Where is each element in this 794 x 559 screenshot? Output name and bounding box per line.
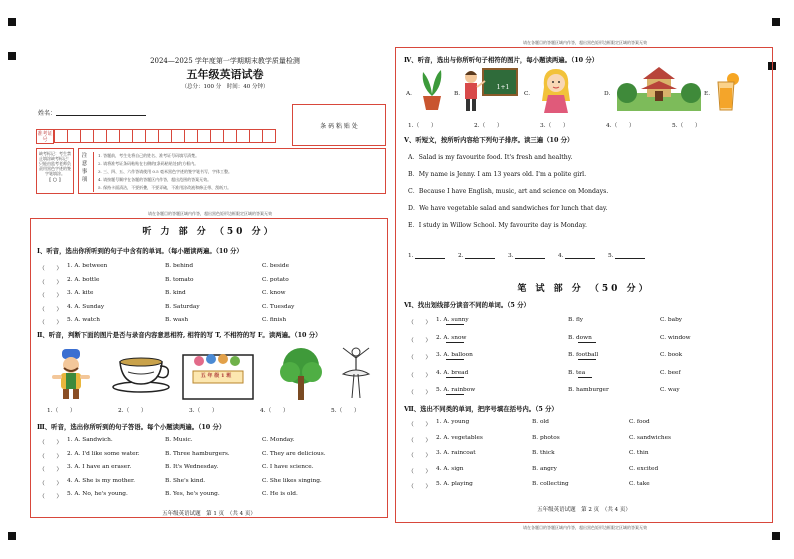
answer-paren[interactable]: （ ） [408, 468, 432, 475]
option-a: 4. A. Sunday [67, 303, 105, 310]
exam-number-cell[interactable] [120, 130, 133, 143]
orange-juice-icon [714, 72, 740, 112]
q5-answer-number: 2. [458, 253, 464, 259]
q2-answer-blank[interactable]: 2.（ ） [118, 408, 147, 414]
q6-row [408, 387, 758, 405]
underline-mark [578, 359, 596, 360]
page1-footer: 五年级英语试题 第 1 页 （共 4 页） [162, 511, 256, 517]
option-b: B. Saturday [165, 303, 200, 310]
answer-paren[interactable]: （ ） [39, 440, 63, 446]
teacup-icon [110, 354, 172, 394]
exam-number-cell[interactable] [159, 130, 172, 143]
exam-number-cell[interactable] [250, 130, 263, 143]
q5-answer-number: 3. [508, 253, 514, 259]
q4-label-d: D. [604, 91, 611, 97]
listening-section-header: 听 力 部 分 （50 分） [142, 227, 276, 237]
option-a: 4. A. sign [436, 465, 464, 472]
barcode-area [292, 104, 386, 146]
absence-note-text: 缺考标记：考生禁止填涂缺考标记！只能由监考老师负责用黑色字迹的签字笔填涂。 [39, 151, 71, 176]
q1-options [39, 263, 379, 331]
exam-number-cell[interactable] [107, 130, 120, 143]
option-a: 4. A. She is my mother. [67, 477, 135, 484]
q3-row [39, 491, 379, 505]
boundary-note-right-top: 请在各题目的答题区域内作答，超出黑色矩形边框限定区域的答案无效 [523, 40, 647, 45]
answer-paren[interactable]: （ ） [408, 320, 432, 326]
q7-row [408, 435, 758, 451]
option-c: C. window [660, 334, 691, 341]
answer-area-page2 [395, 47, 773, 523]
q2-picture-4 [271, 346, 331, 402]
q7-row [408, 466, 758, 482]
q4-label-b: B. [454, 91, 461, 97]
q1-title: Ⅰ、听音，选出你所听到的句子中含有的单词。（每小题读两遍。（10 分） [37, 247, 243, 255]
q5-answer-line[interactable] [615, 253, 645, 259]
option-c: C. thin [629, 450, 649, 456]
q4-answer-blank[interactable]: 2.（ ） [474, 123, 503, 129]
q1-row [39, 263, 379, 277]
q3-options [39, 437, 379, 505]
boundary-note-right-bottom: 请在各题目的答题区域内作答，超出黑色矩形边框限定区域的答案无效 [523, 525, 647, 530]
exam-number-label [36, 129, 54, 144]
exam-year-line: 2024—2025 学年度第一学期期末教学质量检测 [150, 57, 300, 65]
q4-picture-e [712, 70, 742, 114]
q7-row [408, 450, 758, 466]
exam-number-cell[interactable] [198, 130, 211, 143]
underline-mark [446, 342, 464, 343]
option-a: 2. A. I'd like some water. [67, 450, 140, 457]
exam-number-cell[interactable] [211, 130, 224, 143]
option-c: C. Tuesday [262, 303, 295, 310]
q4-picture-c [536, 64, 576, 116]
name-field[interactable] [56, 115, 146, 116]
absence-mark[interactable]: [ ○ ] [49, 177, 61, 183]
underline-mark [446, 394, 464, 395]
barcode-label: 条 码 粘 贴 处 [320, 122, 358, 130]
q2-picture-3 [179, 346, 257, 402]
option-c: C. beside [262, 263, 290, 269]
board-text: 1+1 [496, 84, 510, 91]
option-b: B. behind [165, 263, 194, 269]
q1-row [39, 317, 379, 331]
q5-answer-slot [558, 252, 608, 259]
q7-row [408, 481, 758, 497]
option-c: C. way [660, 387, 680, 393]
q1-row [39, 277, 379, 291]
option-c: C. excited [629, 465, 659, 472]
q5-answers [408, 252, 758, 259]
option-a: 1. A. sunny [436, 317, 469, 323]
q5-sentences [408, 152, 758, 237]
exam-number-cell[interactable] [81, 130, 94, 143]
option-b: B. old [532, 419, 550, 425]
registration-mark-top-right [772, 18, 780, 26]
q2-title: Ⅱ、听音，判断下面的图片是否与录音内容意思相符, 相符的写 T, 不相符的写 F。读两遍。（10 分） [37, 331, 322, 339]
answer-paren[interactable]: （ ） [39, 467, 63, 473]
q4-picture-b [460, 64, 520, 114]
answer-paren[interactable]: （ ） [408, 390, 432, 396]
q2-answers [47, 405, 377, 414]
q4-answer-blank[interactable]: 4.（ ） [606, 123, 635, 129]
q6-row [408, 370, 758, 388]
notice-label: 注意事项 [81, 153, 88, 183]
q5-answer-slot [458, 252, 508, 259]
option-c: C. Monday. [262, 437, 295, 443]
ballerina-icon [337, 344, 375, 402]
q3-row [39, 478, 379, 492]
q3-row [39, 437, 379, 451]
option-c: C. I have science. [262, 464, 314, 470]
exam-number-cell[interactable] [237, 130, 250, 143]
answer-paren[interactable]: （ ） [408, 484, 432, 490]
q6-row [408, 352, 758, 370]
option-b: B. fly [568, 317, 584, 323]
q5-answer-line[interactable] [565, 253, 595, 259]
potted-plant-icon [417, 66, 447, 112]
q4-label-a: A. [406, 91, 413, 97]
option-a: 2. A. snow [436, 334, 467, 341]
answer-paren[interactable]: （ ） [39, 279, 63, 286]
option-a: 5. A. watch [67, 317, 100, 323]
option-a: 3. A. balloon [436, 352, 473, 358]
option-c: C. book [660, 352, 683, 358]
tree-icon [276, 346, 326, 402]
option-a: 5. A. playing [436, 481, 473, 487]
registration-mark-bottom-right [772, 532, 780, 540]
q2-picture-5 [331, 343, 381, 403]
q4-title: Ⅳ、听音，选出与你所听句子相符的图片，每小题读两遍。（10 分） [404, 56, 599, 64]
option-c: C. take [629, 481, 650, 487]
writing-section-header: 笔 试 部 分 （50 分） [517, 284, 651, 294]
option-a: 3. A. kite [67, 290, 94, 296]
q3-row [39, 464, 379, 478]
class-sign-text: 五 年 级 1 班 [200, 373, 232, 379]
palace-scene-icon [617, 63, 701, 111]
option-b: B. down [568, 334, 592, 341]
option-b: B. Music. [165, 437, 193, 443]
option-b: B. Three hamburgers. [165, 450, 230, 457]
q5-sentence: D．We have vegetable salad and sandwiches for lunch that day. [408, 205, 608, 212]
exam-number-cell[interactable] [94, 130, 107, 143]
option-b: B. tomato [165, 276, 194, 283]
exam-number-cell[interactable] [133, 130, 146, 143]
option-a: 5. A. No, he's young. [67, 491, 128, 497]
q5-answer-number: 4. [558, 253, 564, 259]
answer-area-page1 [30, 218, 388, 518]
option-a: 2. A. vegetables [436, 434, 483, 441]
underline-mark [446, 359, 464, 360]
option-a: 4. A. bread [436, 369, 469, 376]
exam-number-cell[interactable] [224, 130, 237, 143]
option-b: B. It's Wednesday. [165, 464, 219, 470]
q2-answer-blank[interactable]: 1.（ ） [47, 408, 76, 414]
exam-number-cell[interactable] [55, 130, 68, 143]
answer-paren[interactable]: （ ） [39, 306, 63, 313]
answer-paren[interactable]: （ ） [408, 372, 432, 379]
q4-answer-blank[interactable]: 1.（ ） [408, 123, 437, 129]
option-b: B. thick [532, 450, 555, 456]
q4-picture-d [616, 62, 702, 112]
option-b: B. tea [568, 369, 586, 376]
exam-number-cell[interactable] [263, 130, 276, 143]
option-c: C. potato [262, 276, 289, 283]
q5-answer-line[interactable] [465, 253, 495, 259]
q1-row [39, 290, 379, 304]
q2-answer-blank[interactable]: 5.（ ） [331, 408, 360, 414]
answer-paren[interactable]: （ ） [408, 437, 432, 444]
q7-options [408, 419, 758, 497]
q1-row [39, 304, 379, 318]
q5-sentence: A．Salad is my favourite food. It's fresh and healthy. [408, 154, 573, 161]
notice-item: 2. 请将准考证条码粘贴在右侧的[条码粘贴处]的方框内。 [98, 161, 199, 166]
boundary-note-left: 请在各题目的答题区域内作答，超出黑色矩形边框限定区域的答案无效 [148, 211, 272, 216]
answer-paren[interactable]: （ ） [408, 355, 432, 361]
option-c: C. finish [262, 317, 287, 323]
q6-title: Ⅵ、找出划线部分读音不同的单词。（5 分） [404, 301, 530, 309]
registration-mark-mid-left [8, 52, 16, 60]
exam-number-cell[interactable] [146, 130, 159, 143]
answer-paren[interactable]: （ ） [39, 480, 63, 487]
option-c: C. know [262, 290, 286, 296]
notice-item: 1. 答题前，考生先将自己的姓名、准考证号码填写清楚。 [98, 153, 200, 158]
q5-title: Ⅴ、听短文，按所听内容给下列句子排序。读三遍（10 分） [404, 136, 574, 144]
option-b: B. collecting [532, 481, 569, 487]
notice-item: 3. 三、四、五、六作答请使用 0.5 毫米黑色字迹的签字笔书写，字体工整。 [98, 169, 232, 174]
option-b: B. photos [532, 434, 560, 441]
q5-answer-line[interactable] [515, 253, 545, 259]
option-b: B. She's kind. [165, 477, 206, 484]
underline-mark [578, 377, 592, 378]
answer-paren[interactable]: （ ） [39, 320, 63, 326]
option-b: B. football [568, 352, 599, 358]
option-a: 1. A. young [436, 419, 470, 425]
answer-paren[interactable]: （ ） [39, 293, 63, 299]
q2-answer-blank[interactable]: 4.（ ） [260, 408, 289, 414]
notice-box [78, 148, 386, 194]
q5-sentence: B．My name is Jenny. I am 13 years old. I'm a polite girl. [408, 171, 587, 178]
absence-note-box [36, 148, 74, 194]
q7-row [408, 419, 758, 435]
q5-answer-slot [608, 252, 645, 259]
q5-sentence: C．Because I have English, music, art and science on Mondays. [408, 188, 609, 195]
option-a: 1. A. Sandwich. [67, 437, 113, 443]
exam-number-cell[interactable] [68, 130, 81, 143]
option-b: B. hamburger [568, 387, 609, 393]
girl-icon [538, 65, 574, 115]
option-c: C. baby [660, 317, 683, 323]
score-time: （总分：100 分 时间：40 分钟） [181, 84, 269, 90]
registration-mark-top-left [8, 18, 16, 26]
exam-number-grid[interactable] [54, 129, 276, 143]
q6-options [408, 317, 758, 405]
name-label: 姓名： [38, 110, 57, 117]
answer-paren[interactable]: （ ） [408, 337, 432, 344]
q3-row [39, 451, 379, 465]
q5-answer-slot [408, 252, 458, 259]
exam-title: 五年级英语试卷 [186, 68, 264, 81]
q4-label-e: E. [704, 91, 711, 97]
option-b: B. wash [165, 317, 189, 323]
option-c: C. They are delicious. [262, 450, 326, 457]
registration-mark-bottom-left [8, 532, 16, 540]
option-c: C. He is old. [262, 491, 298, 497]
q4-answer-blank[interactable]: 5.（ ） [672, 123, 701, 129]
q5-answer-line[interactable] [415, 253, 445, 259]
q4-label-c: C. [524, 91, 531, 97]
answer-paren[interactable]: （ ） [39, 266, 63, 272]
option-a: 2. A. bottle [67, 276, 100, 283]
q2-answer-blank[interactable]: 3.（ ） [189, 408, 218, 414]
answer-paren[interactable]: （ ） [39, 494, 63, 500]
q5-answer-number: 1. [408, 253, 414, 259]
q5-answer-number: 5. [608, 253, 614, 259]
q7-title: Ⅶ、选出不同类的单词，把序号填在括号内。（5 分） [404, 405, 558, 413]
exam-number-cell[interactable] [185, 130, 198, 143]
q6-row [408, 317, 758, 335]
answer-paren[interactable]: （ ） [408, 453, 432, 459]
underline-mark [446, 324, 464, 325]
underline-mark [578, 342, 596, 343]
q4-answer-blank[interactable]: 3.（ ） [540, 123, 569, 129]
option-a: 3. A. I have an eraser. [67, 464, 132, 470]
q3-title: Ⅲ、听音，选出你所听到的句子答语。每个小题读两遍。（10 分） [37, 423, 226, 431]
answer-paren[interactable]: （ ） [408, 422, 432, 428]
option-a: 3. A. raincoat [436, 450, 476, 456]
option-c: C. sandwiches [629, 434, 671, 441]
option-b: B. kind [165, 290, 186, 296]
option-b: B. Yes, he's young. [165, 491, 220, 497]
notice-item: 5. 保持卡面清洁，不要折叠，不要弄破，不准用涂改液和修正带、刮纸刀。 [98, 185, 232, 190]
q6-row [408, 335, 758, 353]
q5-sentence: E．I study in Willow School. My favourite day is Monday. [408, 222, 587, 229]
option-c: C. food [629, 419, 650, 425]
notice-item: 4. 请按题号顺序在各题的答题区内作答，超出范围的答案无效。 [98, 177, 212, 182]
answer-paren[interactable]: （ ） [39, 453, 63, 460]
page2-footer: 五年级英语试题 第 2 页 （共 4 页） [537, 507, 631, 513]
notice-items [93, 152, 383, 192]
q2-picture-1 [41, 346, 101, 402]
option-a: 1. A. between [67, 263, 108, 269]
underline-mark [446, 377, 464, 378]
option-c: C. She likes singing. [262, 477, 322, 484]
option-b: B. angry [532, 465, 557, 472]
chef-icon [48, 347, 94, 401]
option-c: C. beef [660, 369, 681, 376]
option-a: 5. A. rainbow [436, 387, 476, 393]
q4-picture-a [414, 64, 450, 114]
q5-answer-slot [508, 252, 558, 259]
q2-picture-2 [106, 346, 176, 402]
exam-number-label-text: 准考证号 [37, 131, 53, 143]
q4-answers [408, 120, 748, 129]
exam-number-cell[interactable] [172, 130, 185, 143]
